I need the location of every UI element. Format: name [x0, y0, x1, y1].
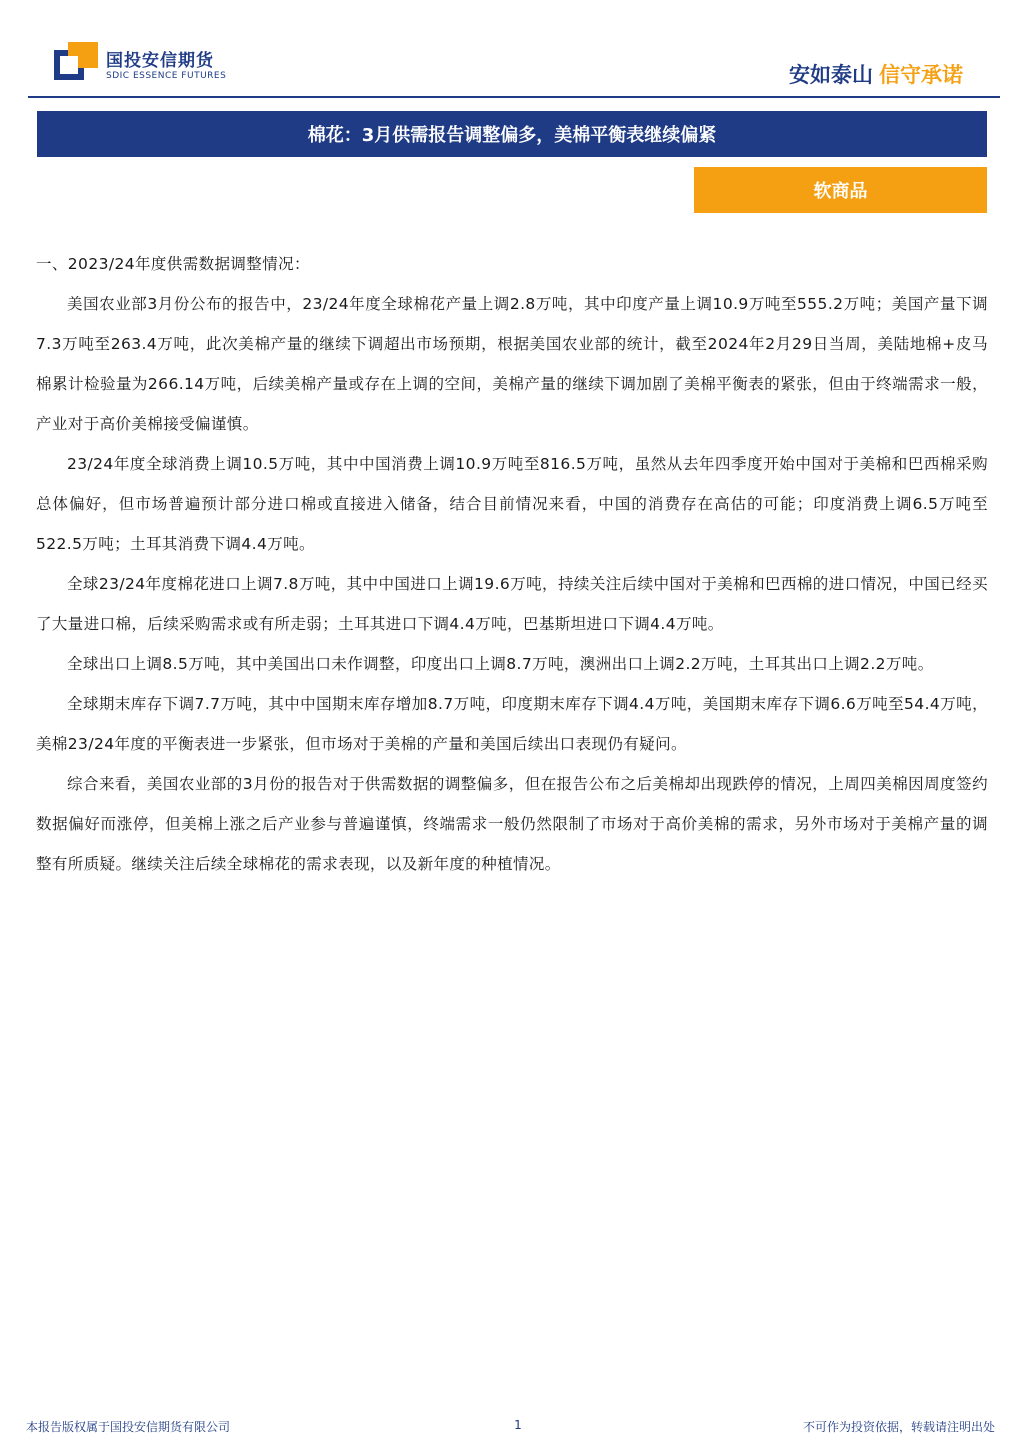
- body-paragraph: 综合来看，美国农业部的3月份的报告对于供需数据的调整偏多，但在报告公布之后美棉却出现跌停的情况，上周四美棉因周度签约数据偏好而涨停，但美棉上涨之后产业参与普遍谨慎，终端需求一般仍然限制了市场对于高价美棉的需求，另外市场对于美棉产量的调整有所质疑。继续关注后续全球棉花的需求表现，以及新年度的种植情况。: [36, 775, 988, 873]
- page-footer: [0, 1412, 1025, 1442]
- body-paragraph: 23/24年度全球消费上调10.5万吨，其中中国消费上调10.9万吨至816.5万吨，虽然从去年四季度开始中国对于美棉和巴西棉采购总体偏好，但市场普遍预计部分进口棉或直接进入储备，结合目前情况来看，中国的消费存在高估的可能；印度消费上调6.5万吨至522.5万吨；土耳其消费下调4.4万吨。: [36, 455, 988, 553]
- slogan-part-1: 安如泰山: [789, 63, 873, 87]
- body-paragraph: 全球23/24年度棉花进口上调7.8万吨，其中中国进口上调19.6万吨，持续关注后续中国对于美棉和巴西棉的进口情况，中国已经买了大量进口棉，后续采购需求或有所走弱；土耳其进口下调4.4万吨，巴基斯坦进口下调4.4万吨。: [36, 575, 988, 633]
- section-heading: 一、2023/24年度供需数据调整情况：: [36, 255, 310, 273]
- header-divider: [28, 96, 1000, 98]
- body-paragraph: 美国农业部3月份公布的报告中，23/24年度全球棉花产量上调2.8万吨，其中印度产量上调10.9万吨至555.2万吨；美国产量下调7.3万吨至263.4万吨，此次美棉产量的继续下调超出市场预期，根据美国农业部的统计，截至2024年2月29日当周，美陆地棉+皮马棉累计检验量为266.14万吨，后续美棉产量或存在上调的空间，美棉产量的继续下调加剧了美棉平衡表的紧张，但由于终端需求一般，产业对于高价美棉接受偏谨慎。: [36, 295, 988, 433]
- company-name-cn: 国投安信期货: [106, 51, 214, 71]
- category-tag: 软商品: [694, 167, 987, 213]
- body-paragraph: 全球期末库存下调7.7万吨，其中中国期末库存增加8.7万吨，印度期末库存下调4.4万吨，美国期末库存下调6.6万吨至54.4万吨，美棉23/24年度的平衡表进一步紧张，但市场对于美棉的产量和美国后续出口表现仍有疑问。: [36, 695, 988, 753]
- footer-disclaimer: 不可作为投资依据，转载请注明出处: [802, 1420, 995, 1434]
- page-header: [0, 0, 1025, 100]
- footer-page-number: 1: [514, 1418, 522, 1432]
- body-paragraph: 全球出口上调8.5万吨，其中美国出口未作调整，印度出口上调8.7万吨，澳洲出口上调2.2万吨，土耳其出口上调2.2万吨。: [67, 655, 934, 673]
- company-name-en: SDIC ESSENCE FUTURES: [106, 71, 227, 81]
- slogan-part-2: 信守承诺: [879, 63, 963, 87]
- report-title: 棉花：3月供需报告调整偏多，美棉平衡表继续偏紧: [37, 111, 987, 157]
- company-logo-icon: [54, 42, 98, 84]
- footer-copyright: 本报告版权属于国投安信期货有限公司: [26, 1420, 231, 1434]
- company-slogan: [789, 59, 963, 89]
- report-body: [36, 244, 988, 884]
